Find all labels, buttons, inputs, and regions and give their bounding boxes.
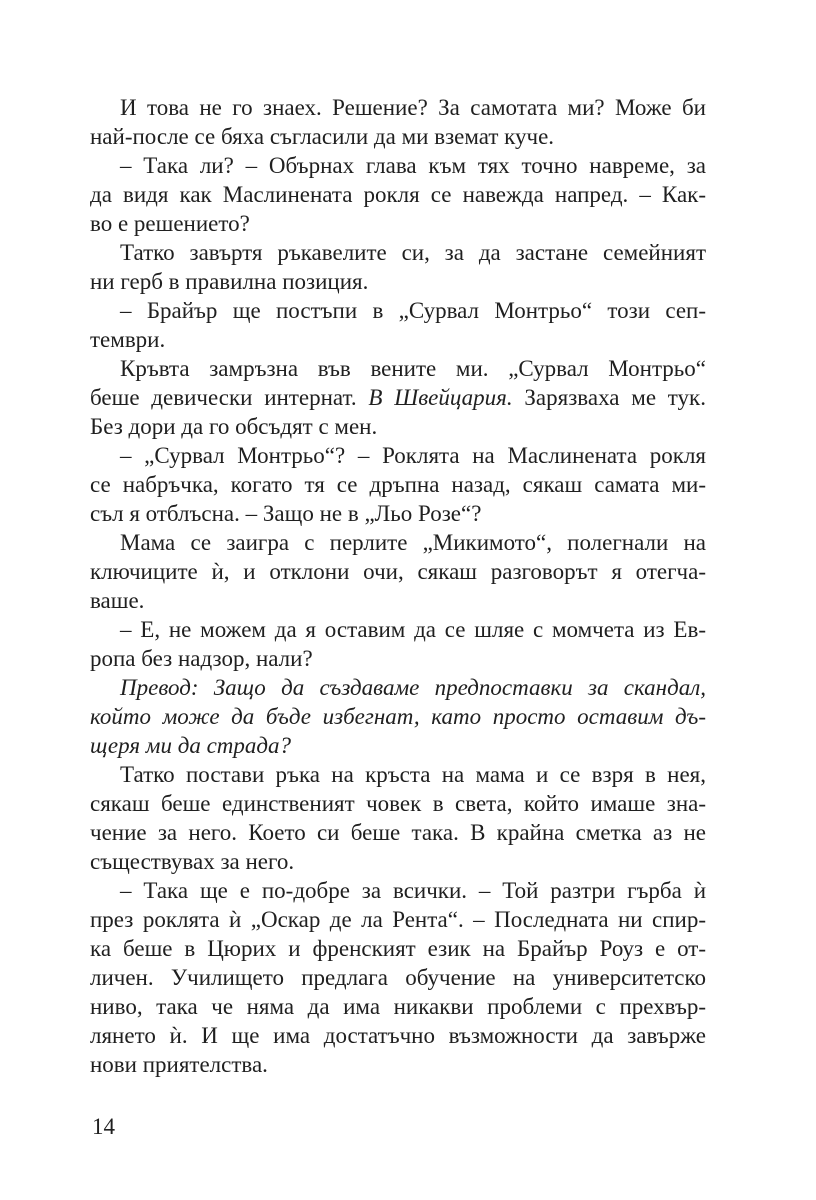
paragraph [90,673,706,760]
text-segment: ваше. [90,588,145,613]
text-segment: Без дори да го обсъдят с мен. [90,414,378,439]
italic-text-segment: щеря ми да страда? [90,733,292,758]
text-line [90,847,706,876]
paragraph [90,93,706,151]
text-line [90,441,706,470]
text-line [90,209,706,238]
text-line [90,267,706,296]
italic-text-segment: Превод: Защо да създаваме предпоставки за скандал, [120,675,706,700]
paragraph [90,151,706,238]
text-segment: Татко завъртя ръкавелите си, за да застане семейният [120,240,706,265]
paragraph [90,760,706,876]
text-segment: най-после се бяха съгласили да ми вземат куче. [90,124,555,149]
paragraph [90,528,706,615]
italic-text-segment: който може да бъде избегнат, като просто оставим дъ- [90,704,706,729]
text-segment: чение за него. Което си беше така. В крайна сметка аз не [90,820,706,845]
page-number: 14 [92,1114,115,1139]
paragraph [90,296,706,354]
text-segment: се набръчка, когато тя се дръпна назад, сякаш самата ми- [90,472,706,497]
text-line [90,760,706,789]
text-line [90,325,706,354]
text-segment: през роклята ѝ „Оскар де ла Рента“. – Последната ни спир- [90,907,706,932]
text-segment: ка беше в Цюрих и френският език на Брайър Роуз е от- [90,936,706,961]
text-segment: лянето ѝ. И ще има достатъчно възможности да завърже [90,1023,706,1048]
text-segment: съществувах за него. [90,849,295,874]
text-segment: Татко постави ръка на кръста на мама и се взря в нея, [120,762,706,787]
text-line [90,934,706,963]
text-segment: Мама се заигра с перлите „Микимото“, полегнали на [120,530,706,555]
text-line [90,557,706,586]
text-segment: И това не го знаех. Решение? За самотата ми? Може би [120,95,706,120]
text-line [90,238,706,267]
text-line [90,354,706,383]
text-segment: тември. [90,327,166,352]
text-line [90,963,706,992]
paragraph [90,354,706,441]
paragraph [90,238,706,296]
text-line [90,876,706,905]
page-text [90,93,706,1079]
paragraph [90,441,706,528]
text-line [90,470,706,499]
text-segment: – Брайър ще постъпи в „Сурвал Монтрьо“ този сеп- [120,298,706,323]
text-segment: да видя как Маслинената рокля се навежда напред. – Как- [90,182,706,207]
text-segment: во е решението? [90,211,250,236]
text-line [90,673,706,702]
italic-text-segment: В Швейцария. [368,385,513,410]
paragraph [90,615,706,673]
text-segment: Кръвта замръзна във вените ми. „Сурвал Монтрьо“ [120,356,706,381]
text-line [90,586,706,615]
text-line [90,499,706,528]
text-line [90,296,706,325]
text-segment: съл я отблъсна. – Защо не в „Льо Розе“? [90,501,482,526]
text-line [90,818,706,847]
text-segment: Зарязваха ме тук. [512,385,706,410]
text-line [90,528,706,557]
text-line [90,789,706,818]
text-line [90,122,706,151]
text-line [90,151,706,180]
text-segment: ропа без надзор, нали? [90,646,313,671]
text-line [90,412,706,441]
text-segment: сякаш беше единственият човек в света, който имаше зна- [90,791,706,816]
text-line [90,1021,706,1050]
text-line [90,644,706,673]
text-segment: – „Сурвал Монтрьо“? – Роклята на Маслинената рокля [120,443,706,468]
text-line [90,615,706,644]
text-line [90,905,706,934]
text-line [90,992,706,1021]
text-segment: ниво, така че няма да има никакви проблеми с прехвър- [90,994,706,1019]
text-line [90,702,706,731]
text-line [90,383,706,412]
text-segment: ключиците ѝ, и отклони очи, сякаш разговорът я отегча- [90,559,706,584]
text-segment: – Така ли? – Обърнах глава към тях точно навреме, за [120,153,706,178]
text-line [90,731,706,760]
paragraph [90,876,706,1079]
text-line [90,1050,706,1079]
text-segment: ни герб в правилна позиция. [90,269,369,294]
text-segment: нови приятелства. [90,1052,268,1077]
text-segment: – Така ще е по-добре за всички. – Той разтри гърба ѝ [120,878,706,903]
text-segment: – Е, не можем да я оставим да се шляе с момчета из Ев- [120,617,706,642]
text-segment: беше девически интернат. [90,385,369,410]
text-line [90,180,706,209]
text-line [90,93,706,122]
text-segment: личен. Училището предлага обучение на университетско [90,965,706,990]
